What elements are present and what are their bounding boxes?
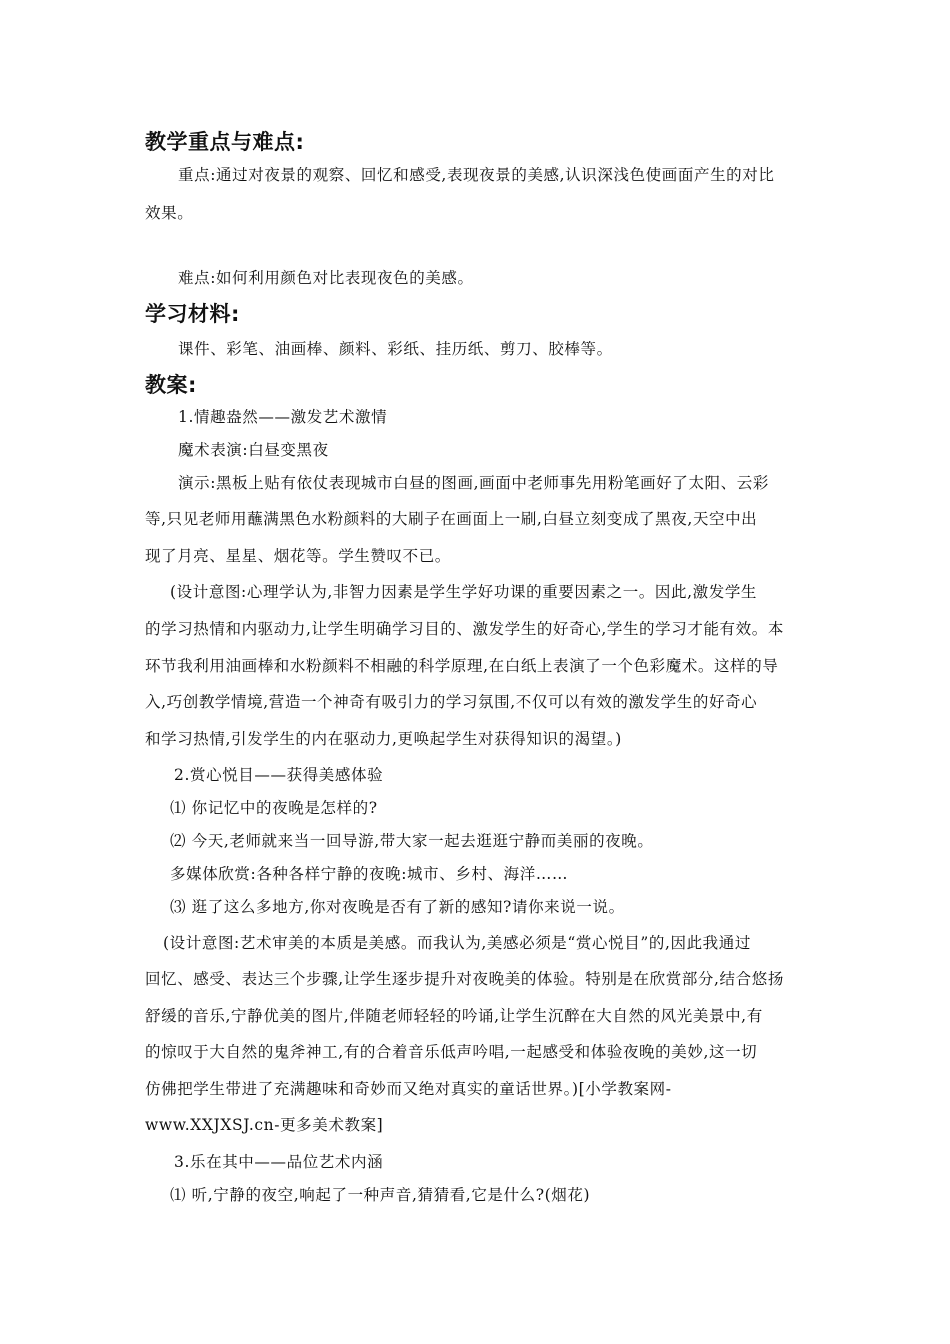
difficulty-text: 难点:如何利用颜色对比表现夜色的美感。 (178, 269, 474, 287)
intent2-line-2: 回忆、感受、表达三个步骤,让学生逐步提升对夜晚美的体验。特别是在欣赏部分,结合悠扬 (145, 970, 784, 988)
intent1-line-1: (设计意图:心理学认为,非智力因素是学生学好功课的重要因素之一。因此,激发学生 (170, 583, 758, 601)
question-3: ⑶ 逛了这么多地方,你对夜晚是否有了新的感知?请你来说一说。 (170, 898, 625, 916)
demo-line-1: 演示:黑板上贴有依仗表现城市白昼的图画,画面中老师事先用粉笔画好了太阳、云彩 (178, 474, 769, 492)
intent1-line-4: 入,巧创教学情境,营造一个神奇有吸引力的学习氛围,不仅可以有效的激发学生的好奇心 (145, 693, 758, 711)
step2-title: 2.赏心悦目——获得美感体验 (174, 766, 384, 784)
intent2-line-1: (设计意图:艺术审美的本质是美感。而我认为,美感必须是“赏心悦目”的,因此我通过 (163, 934, 751, 952)
materials-list: 课件、彩笔、油画棒、颜料、彩纸、挂历纸、剪刀、胶棒等。 (178, 340, 613, 358)
intent1-line-3: 环节我利用油画棒和水粉颜料不相融的科学原理,在白纸上表演了一个色彩魔术。这样的导 (145, 657, 779, 675)
focus-text-line-1: 重点:通过对夜景的观察、回忆和感受,表现夜景的美感,认识深浅色使画面产生的对比 (178, 166, 775, 184)
key-points-heading: 教学重点与难点: (145, 130, 305, 154)
question-1: ⑴ 你记忆中的夜晚是怎样的? (170, 799, 378, 817)
intent2-line-4: 的惊叹于大自然的鬼斧神工,有的合着音乐低声吟唱,一起感受和体验夜晚的美妙,这一切 (145, 1043, 758, 1061)
question-4: ⑴ 听,宁静的夜空,响起了一种声音,猜猜看,它是什么?(烟花) (170, 1186, 591, 1204)
intent1-line-2: 的学习热情和内驱动力,让学生明确学习目的、激发学生的好奇心,学生的学习才能有效。本 (145, 620, 784, 638)
materials-heading: 学习材料: (145, 302, 240, 326)
step1-title: 1.情趣盎然——激发艺术激情 (178, 408, 388, 426)
demo-line-2: 等,只见老师用蘸满黑色水粉颜料的大刷子在画面上一刷,白昼立刻变成了黑夜,天空中出 (145, 510, 758, 528)
multimedia-line: 多媒体欣赏:各种各样宁静的夜晚:城市、乡村、海洋…… (170, 865, 569, 883)
focus-text-line-2: 效果。 (145, 204, 194, 222)
question-2: ⑵ 今天,老师就来当一回导游,带大家一起去逛逛宁静而美丽的夜晚。 (170, 832, 654, 850)
intent2-line-5: 仿佛把学生带进了充满趣味和奇妙而又绝对真实的童话世界。)[小学教案网- (145, 1080, 672, 1098)
intent1-line-5: 和学习热情,引发学生的内在驱动力,更唤起学生对获得知识的渴望。) (145, 730, 622, 748)
lesson-plan-heading: 教案: (145, 373, 197, 397)
intent2-line-3: 舒缓的音乐,宁静优美的图片,伴随老师轻轻的吟诵,让学生沉醉在大自然的风光美景中,有 (145, 1007, 763, 1025)
intent2-line-6: www.XXJXSJ.cn-更多美术教案] (145, 1116, 384, 1134)
demo-line-3: 现了月亮、星星、烟花等。学生赞叹不已。 (145, 547, 451, 565)
step3-title: 3.乐在其中——品位艺术内涵 (174, 1153, 384, 1171)
magic-show-line: 魔术表演:白昼变黑夜 (178, 441, 329, 459)
